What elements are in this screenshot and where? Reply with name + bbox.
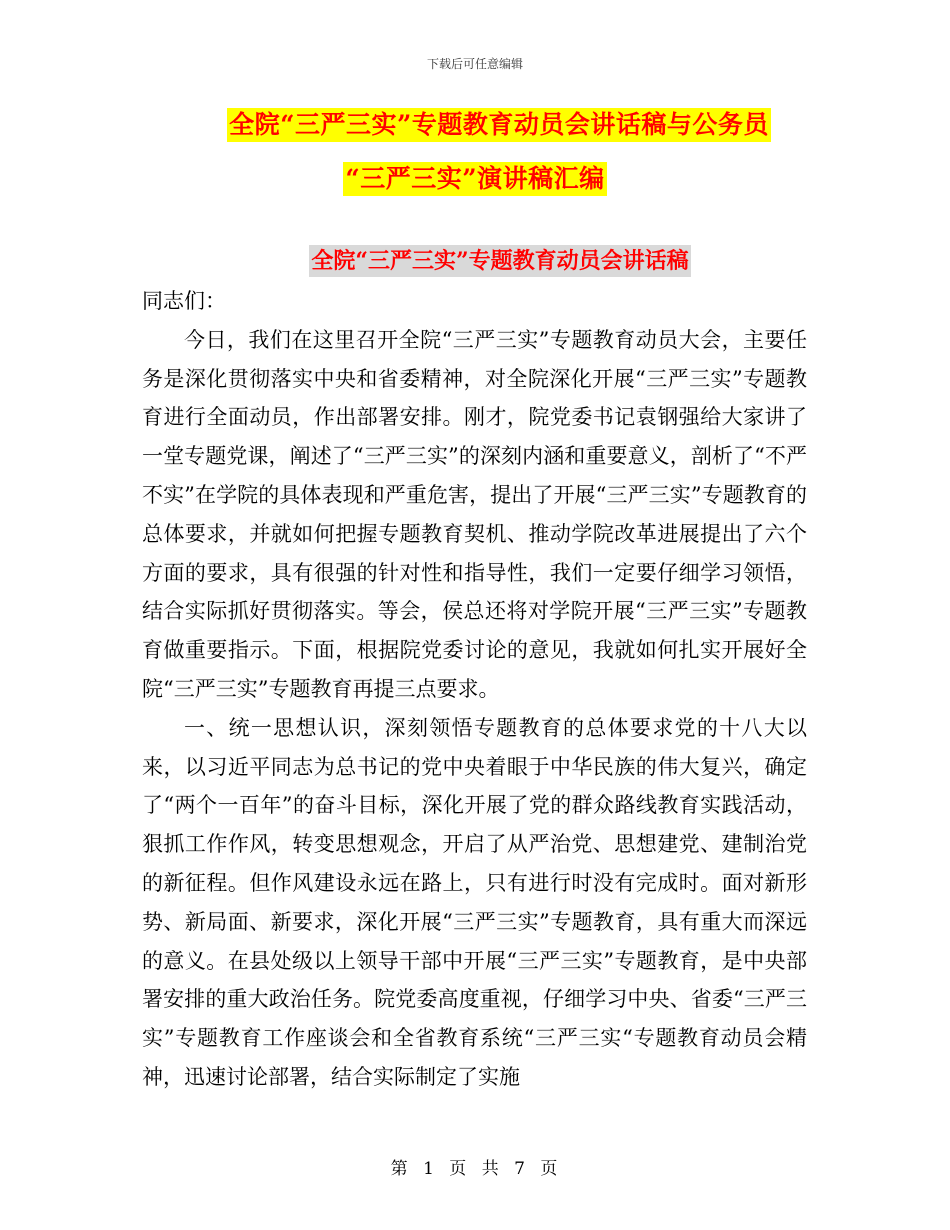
footer-suffix: 页 <box>540 1159 560 1179</box>
page-footer <box>0 1154 950 1179</box>
document-title <box>0 108 950 196</box>
salutation: 同志们： <box>142 289 226 313</box>
paragraph-2: 一、统一思想认识，深刻领悟专题教育的总体要求党的十八大以来，以习近平同志为总书记的党中央着眼于中华民族的伟大复兴，确定了“两个一百年”的奋斗目标，深化开展了党的群众路线教育实践活动，狠抓工作作风，转变思想观念，开启了从严治党、思想建党、建制治党的新征程。但作风建设永远在路上，只有进行时没有完成时。面对新形势、新局面、新要求，深化开展“三严三实”专题教育，具有重大而深远的意义。在县处级以上领导干部中开展“三严三实”专题教育，是中央部署安排的重大政治任务。院党委高度重视，仔细学习中央、省委“三严三实”专题教育工作座谈会和全省教育系统“三严三实“专题教育动员会精神，迅速讨论部署，结合实际制定了实施 <box>142 715 807 1089</box>
total-pages: 7 <box>514 1159 527 1179</box>
title-line-2: “三严三实”演讲稿汇编 <box>343 162 606 196</box>
paragraph-1: 今日，我们在这里召开全院“三严三实”专题教育动员大会，主要任务是深化贯彻落实中央和省委精神，对全院深化开展“三严三实”专题教育进行全面动员，作出部署安排。刚才，院党委书记袁钢强给大家讲了一堂专题党课，阐述了“三严三实”的深刻内涵和重要意义，剖析了“不严不实”在学院的具体表现和严重危害，提出了开展“三严三实”专题教育的总体要求，并就如何把握专题教育契机、推动学院改革进展提出了六个方面的要求，具有很强的针对性和指导性，我们一定要仔细学习领悟，结合实际抓好贯彻落实。等会，侯总还将对学院开展“三严三实”专题教育做重要指示。下面，根据院党委讨论的意见，我就如何扎实开展好全院“三严三实”专题教育再提三点要求。 <box>142 327 807 701</box>
footer-total-word: 共 <box>481 1159 501 1179</box>
section-title <box>0 245 950 277</box>
section-title-text: 全院“三严三实”专题教育动员会讲话稿 <box>309 245 690 277</box>
footer-page-word: 页 <box>449 1159 469 1179</box>
footer-prefix: 第 <box>390 1159 410 1179</box>
page-number: 1 <box>423 1159 436 1179</box>
page-header-note: 下载后可任意编辑 <box>426 57 523 71</box>
title-line-1: 全院“三严三实”专题教育动员会讲话稿与公务员 <box>227 108 771 142</box>
document-body <box>142 282 807 1097</box>
